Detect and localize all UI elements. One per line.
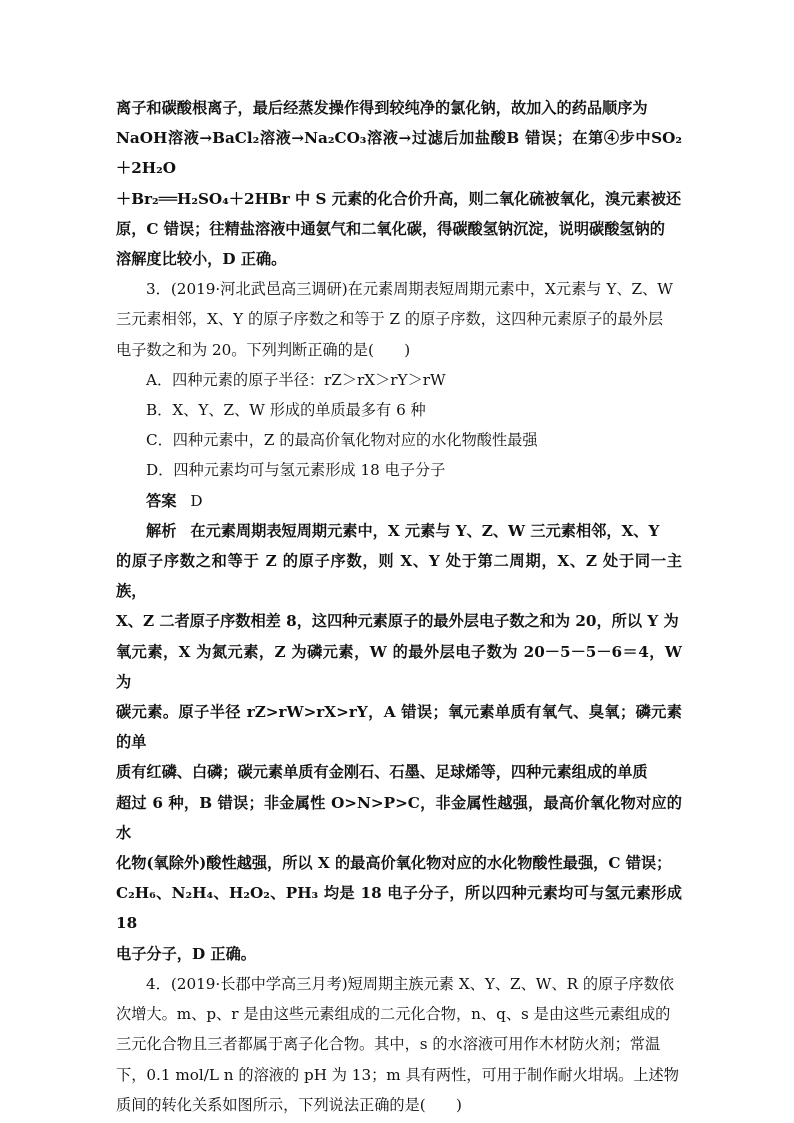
answer-line: [116, 486, 682, 516]
text-line: 溶解度比较小，D 正确。: [116, 250, 287, 269]
question-stem-line: 3．(2019·河北武邑高三调研)在元素周期表短周期元素中，X元素与 Y、Z、W: [146, 280, 673, 299]
text-line: 电子分子，D 正确。: [116, 944, 256, 963]
question-3: [116, 274, 682, 969]
question-stem-line: 4．(2019·长郡中学高三月考)短周期主族元素 X、Y、Z、W、R 的原子序数依: [146, 974, 674, 993]
question-stem-line: 三元化合物且三者都属于离子化合物。其中，s 的水溶液可用作木材防火剂；常温: [116, 1035, 661, 1054]
document-page: [116, 93, 682, 1120]
text-line: 化物(氧除外)酸性越强，所以 X 的最高价氧化物对应的水化物酸性最强，C 错误；: [116, 854, 672, 873]
question-stem-line: 下，0.1 mol/L n 的溶液的 pH 为 13；m 具有两性，可用于制作耐火坩埚。上述物: [116, 1065, 679, 1084]
question-stem-line: 次增大。m、p、r 是由这些元素组成的二元化合物，n、q、s 是由这些元素组成的: [116, 1005, 671, 1024]
answer-value: D: [190, 491, 203, 510]
text-line: 碳元素。原子半径 rZ>rW>rX>rY，A 错误；氧元素单质有氧气、臭氧；磷元素的单: [116, 703, 682, 752]
option-c: C．四种元素中，Z 的最高价氧化物对应的水化物酸性最强: [146, 431, 538, 450]
option-b: B．X、Y、Z、W 形成的单质最多有 6 种: [146, 401, 426, 420]
text-line: X、Z 二者原子序数相差 8，这四种元素原子的最外层电子数之和为 20，所以 Y 为: [116, 612, 679, 631]
question-stem-line: 三元素相邻，X、Y 的原子序数之和等于 Z 的原子序数，这四种元素原子的最外层: [116, 310, 664, 329]
text-line: 氧元素，X 为氮元素，Z 为磷元素，W 的最外层电子数为 20－5－5－6＝4，W 为: [116, 642, 682, 691]
text-line: 超过 6 种，B 错误；非金属性 O>N>P>C，非金属性越强，最高价氧化物对应的水: [116, 793, 682, 842]
text-line: 离子和碳酸根离子，最后经蒸发操作得到较纯净的氯化钠，故加入的药品顺序为: [116, 99, 648, 117]
question-4: [116, 969, 682, 1120]
text-line: 原，C 错误；往精盐溶液中通氨气和二氧化碳，得碳酸氢钠沉淀，说明碳酸氢钠的: [116, 219, 665, 238]
answer-label: 答案: [146, 491, 177, 510]
text-line: C₂H₆、N₂H₄、H₂O₂、PH₃ 均是 18 电子分子，所以四种元素均可与氢元素形成 18: [116, 884, 682, 933]
question-stem-line: 质间的转化关系如图所示，下列说法正确的是( ): [116, 1095, 462, 1114]
text-line: 质有红磷、白磷；碳元素单质有金刚石、石墨、足球烯等，四种元素组成的单质: [116, 763, 648, 782]
analysis-first-line: [116, 516, 682, 546]
analysis-text: 在元素周期表短周期元素中，X 元素与 Y、Z、W 三元素相邻，X、Y: [190, 521, 660, 540]
question-stem-line: 电子数之和为 20。下列判断正确的是( ): [116, 340, 411, 359]
analysis: [116, 516, 682, 969]
text-line: NaOH溶液→BaCl₂溶液→Na₂CO₃溶液→过滤后加盐酸B 错误；在第④步中SO₂＋2H₂O: [116, 129, 682, 178]
option-a: A．四种元素的原子半径：rZ＞rX＞rY＞rW: [146, 370, 446, 389]
analysis-label: 解析: [146, 521, 177, 540]
previous-analysis-continuation: [116, 93, 682, 274]
text-line: ＋Br₂══H₂SO₄＋2HBr 中 S 元素的化合价升高，则二氧化硫被氧化，溴元素被还: [116, 189, 682, 208]
text-line: 的原子序数之和等于 Z 的原子序数，则 X、Y 处于第二周期，X、Z 处于同一主族，: [116, 552, 682, 601]
option-d: D．四种元素均可与氢元素形成 18 电子分子: [146, 461, 446, 480]
